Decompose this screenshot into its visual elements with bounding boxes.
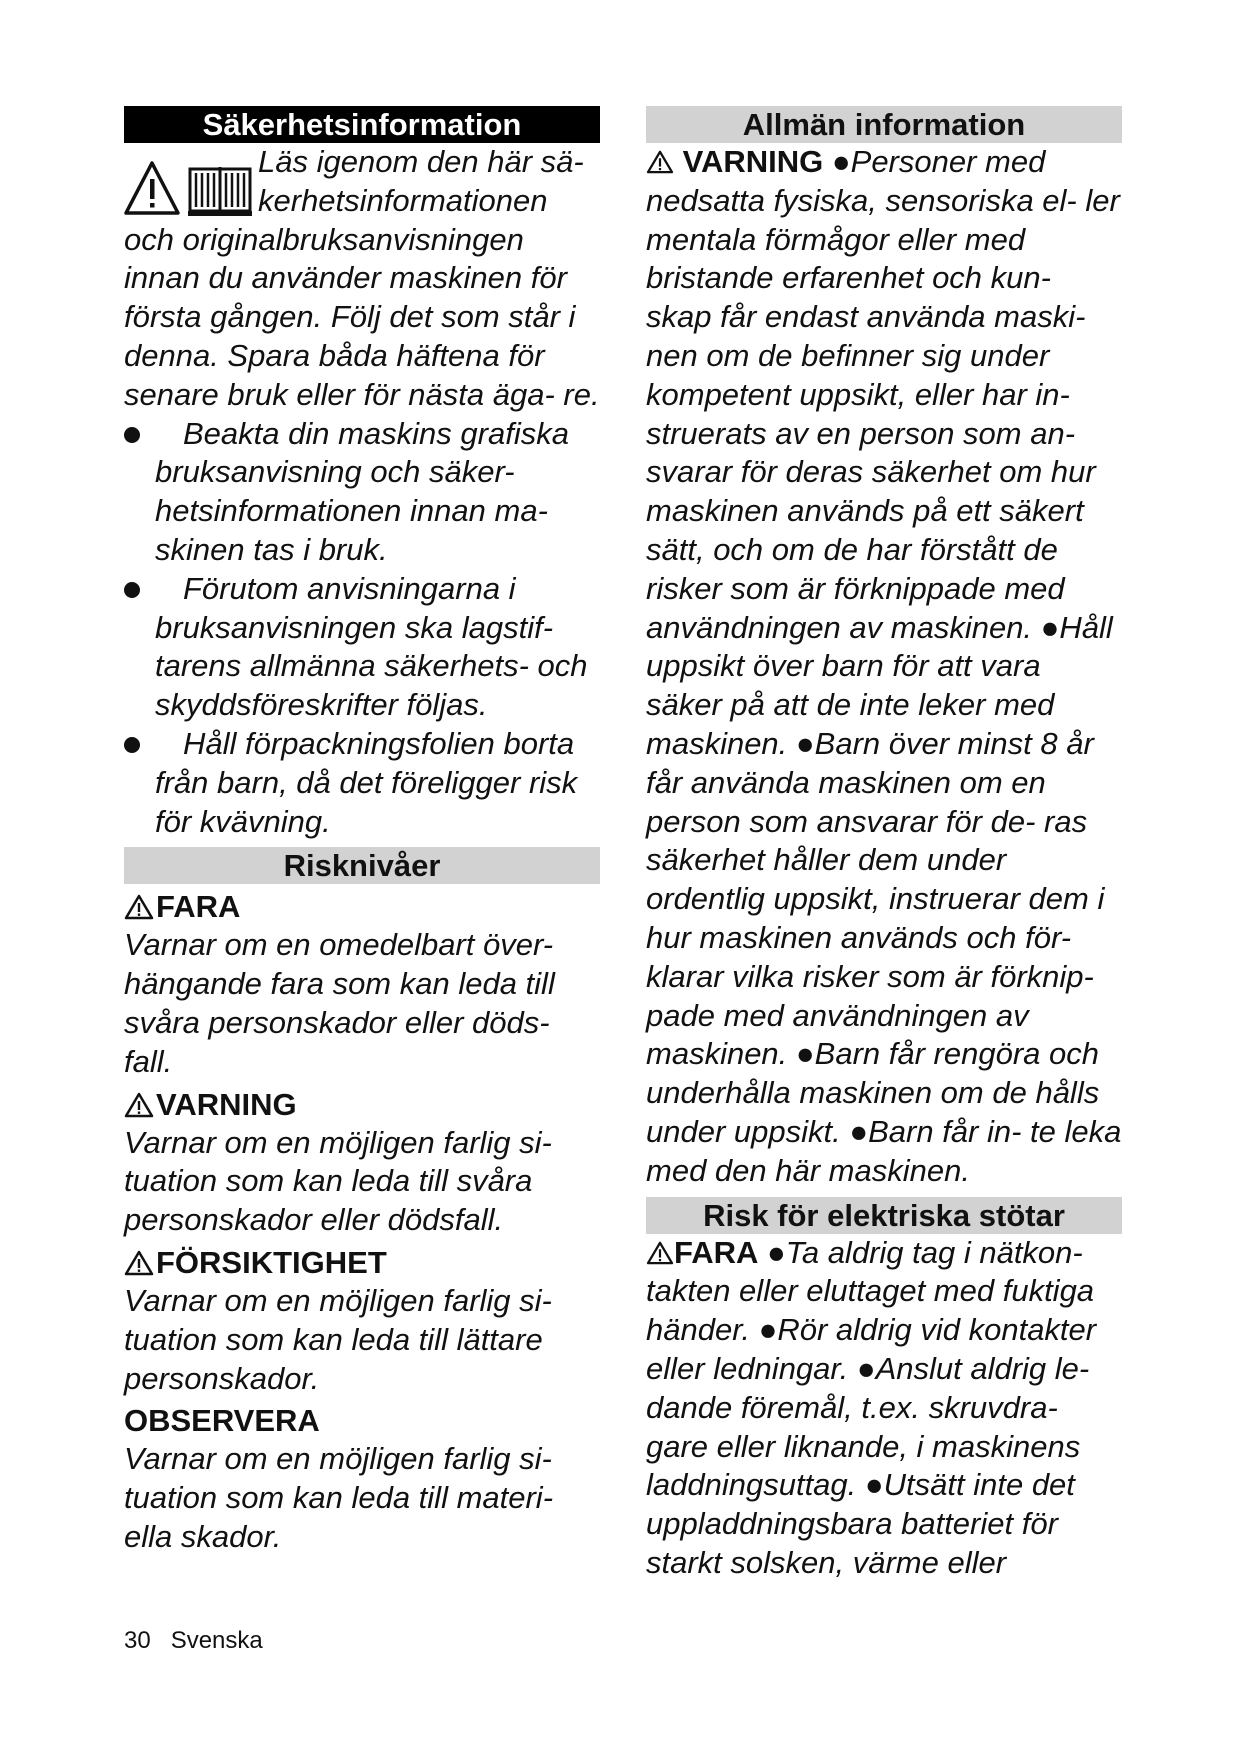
level-title-danger [124,888,600,926]
warning-triangle-icon [646,150,674,174]
manual-book-icon [188,167,252,216]
child-item: Barn får in- te leka med den här maskinen. [646,1113,1122,1188]
level-description: Varnar om en omedelbart över- hängande fara som kan leda till svåra personskador eller döds- fall. [124,927,555,1079]
page-footer [124,1626,263,1656]
child-item: Barn får rengöra och underhålla maskinen om de hålls under uppsikt. [646,1036,1100,1149]
right-column [646,106,1122,1583]
bullet-dot-icon: ● [795,725,815,761]
electric-item: Utsätt inte det uppladdningsbara batteriet för starkt solsken, värme eller [646,1467,1075,1580]
bullet-dot-icon: ● [758,1312,778,1348]
section-heading-general: Allmän information [646,106,1122,143]
level-title-warning [124,1086,600,1124]
bullet-text: Förutom anvisningarna i bruksanvisningen ska lagstif- tarens allmänna säkerhets- och skyddsföreskrifter följas. [155,570,588,723]
electric-item: Anslut aldrig le- dande föremål, t.ex. skruvdra- gare eller liknande, i maskinens laddningsuttag. [646,1350,1090,1503]
level-title-text: FÖRSIKTIGHET [156,1244,387,1280]
bullet-item [124,415,600,570]
child-item: Barn över minst 8 år får använda maskinen om en person som ansvarar för de- ras säkerhet håller dem under ordentlig uppsikt, instruerar dem i hur maskinen används och för- klarar vilka risker som är förknip- pade med användningen av maskinen. [646,725,1105,1072]
intro-first-line: Läs igenom den här sä- kerhetsinformationen [258,144,584,218]
level-title-text: FARA [156,889,241,925]
general-text: Personer med nedsatta fysiska, sensoriska el- ler mentala förmågor eller med bristande erfarenhet och kun- skap får endast använda maski- nen om de befinner sig under kompetent uppsikt, eller har in- struerats av en person som an- svarar för deras säkerhet om hur maskinen används på ett säkert sätt, och om de har förstått de risker som är förknippade med användningen av maskinen. [646,144,1120,645]
footer-language: Svenska [170,1627,263,1654]
level-title-text: VARNING [156,1086,297,1122]
general-info-text [646,143,1122,1191]
warning-manual-icon [124,157,254,219]
bullet-dot-icon: ● [831,144,851,179]
bullet-text: Beakta din maskins grafiska bruksanvisning och säker- hetsinformationen innan ma- skinen tas i bruk. [155,415,569,567]
electric-shock-text [646,1234,1122,1583]
intro-block [124,143,600,415]
section-heading-risk-levels: Risknivåer [124,847,600,884]
bullet-dot-icon [124,582,140,598]
level-description: Varnar om en möjligen farlig si- tuation som kan leda till materi- ella skador. [124,1441,554,1554]
bullet-dot-icon [124,427,140,443]
bullet-text: Håll förpackningsfolien borta från barn, då det föreligger risk för kvävning. [155,725,578,839]
level-title-caution [124,1244,600,1282]
level-title-text: OBSERVERA [124,1403,320,1439]
bullet-dot-icon: ● [856,1350,876,1386]
bullet-item [124,570,600,725]
warning-triangle-icon [126,163,178,213]
warning-label: VARNING [682,144,824,179]
intro-text: och originalbruksanvisningen innan du använder maskinen för första gången. Följ det som står i denna. Spara båda häftena för senare bruk eller för nästa äga- re. [124,221,600,412]
electric-item: Ta aldrig tag i nätkon- takten eller eluttaget med fuktiga händer. [646,1234,1095,1348]
electric-item: Rör aldrig vid kontakter eller ledningar. [646,1312,1097,1386]
warning-triangle-icon [646,1241,674,1265]
warning-triangle-icon [124,1092,154,1118]
bullet-dot-icon: ● [767,1234,786,1270]
bullet-dot-icon: ● [795,1036,815,1072]
bullet-dot-icon: ● [849,1113,869,1149]
bullet-item [124,725,600,841]
level-description: Varnar om en möjligen farlig si- tuation som kan leda till svåra personskador eller dödsfall. [124,1124,552,1238]
bullet-dot-icon [124,737,140,753]
child-item: Håll uppsikt över barn för att vara säker på att de inte leker med maskinen. [646,609,1113,761]
level-description: Varnar om en möjligen farlig si- tuation som kan leda till lättare personskador. [124,1282,552,1396]
left-column [124,106,600,1557]
level-title-notice [124,1402,600,1440]
page-number: 30 [124,1627,151,1654]
bullet-dot-icon: ● [864,1467,884,1503]
section-heading-electric-shock: Risk för elektriska stötar [646,1197,1122,1234]
warning-triangle-icon [124,1250,154,1276]
section-heading-safety: Säkerhetsinformation [124,106,600,143]
danger-label: FARA [674,1234,759,1270]
bullet-dot-icon: ● [1040,609,1060,645]
warning-triangle-icon [124,894,154,920]
